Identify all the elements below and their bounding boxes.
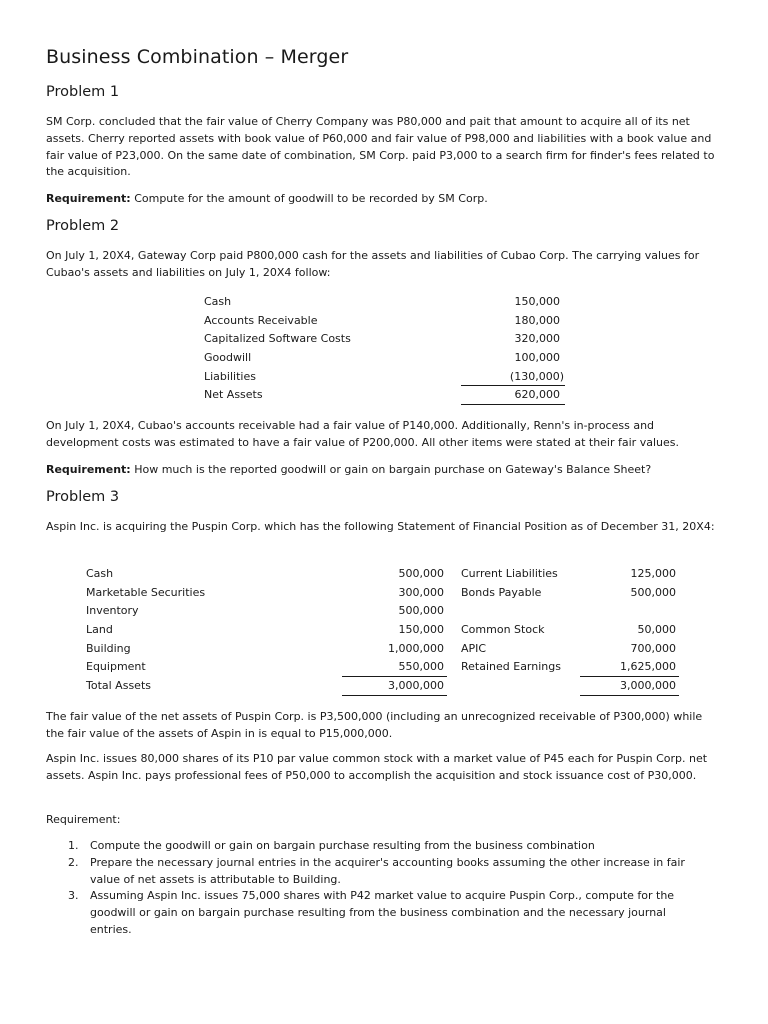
requirement-text: How much is the reported goodwill or gain on bargain purchase on Gateway's Balance Sheet? xyxy=(130,463,652,476)
total-rule xyxy=(461,404,565,405)
problem-1-text: SM Corp. concluded that the fair value of Cherry Company was P80,000 and pait that amount to acquire all of its net assets. Cherry reported assets with book value of P60,000 and fair value of P98,000 and liabilities with a book value and fair value of P23,000. On the same date of combination, SM Corp. paid P3,000 to a search firm for finder's fees related to the acquisition. xyxy=(46,115,715,179)
table-row xyxy=(204,349,564,367)
asset-value: 500,000 xyxy=(398,604,444,617)
liability-equity-row xyxy=(461,584,676,602)
asset-label: Cash xyxy=(86,567,114,580)
asset-value: 500,000 xyxy=(398,567,444,580)
list-item xyxy=(46,888,706,938)
asset-row xyxy=(86,640,444,658)
liability-equity-label: Bonds Payable xyxy=(461,586,542,599)
asset-value: 3,000,000 xyxy=(388,679,444,692)
row-label: Net Assets xyxy=(204,388,263,401)
table-row xyxy=(204,312,564,330)
row-value: 100,000 xyxy=(514,351,560,364)
requirements-list xyxy=(46,838,706,939)
row-value: 150,000 xyxy=(514,295,560,308)
list-number: 1. xyxy=(68,839,79,852)
problem-3-paragraph-1: The fair value of the net assets of Puspin Corp. is P3,500,000 (including an unrecognized receivable of P300,000) while the fair value of the assets of Aspin in is equal to P15,000,000. xyxy=(46,710,703,740)
row-label: Capitalized Software Costs xyxy=(204,332,351,345)
problem-1-requirement xyxy=(46,191,722,208)
requirement-label: Requirement: xyxy=(46,192,131,205)
row-label: Liabilities xyxy=(204,370,256,383)
liab-equity-total-rule xyxy=(580,695,679,696)
liability-equity-label: Retained Earnings xyxy=(461,660,561,673)
asset-row xyxy=(86,677,444,695)
row-value: 620,000 xyxy=(514,388,560,401)
assets-total-rule xyxy=(342,695,447,696)
asset-value: 300,000 xyxy=(398,586,444,599)
asset-label: Marketable Securities xyxy=(86,586,206,599)
asset-row xyxy=(86,602,444,620)
problem-3-paragraph-2: Aspin Inc. issues 80,000 shares of its P10 par value common stock with a market value of P45 each for Puspin Corp. net assets. Aspin Inc. pays professional fees of P50,000 to accomplish the acquisition and stock issuance cost of P30,000. xyxy=(46,752,708,782)
problem-2-after-text: On July 1, 20X4, Cubao's accounts receivable had a fair value of P140,000. Additionally, Renn's in-process and development costs was estimated to have a fair value of P200,000. All other items were stated at their fair values. xyxy=(46,419,679,449)
list-number: 3. xyxy=(68,889,79,903)
requirement-label: Requirement: xyxy=(46,463,131,476)
liability-equity-row xyxy=(461,565,676,583)
page-title: Business Combination – Merger xyxy=(46,46,349,68)
table-row xyxy=(204,330,564,348)
asset-row xyxy=(86,565,444,583)
problem-2-heading: Problem 2 xyxy=(46,218,120,234)
table-row xyxy=(204,386,564,404)
asset-row xyxy=(86,584,444,602)
row-label: Cash xyxy=(204,295,232,308)
asset-label: Building xyxy=(86,642,131,655)
row-value: (130,000) xyxy=(509,370,564,383)
asset-value: 150,000 xyxy=(398,623,444,636)
liability-equity-value: 3,000,000 xyxy=(620,679,676,692)
liability-equity-value: 700,000 xyxy=(630,642,676,655)
problem-2-intro: On July 1, 20X4, Gateway Corp paid P800,000 cash for the assets and liabilities of Cubao Corp. The carrying values for Cubao's assets and liabilities on July 1, 20X4 follow: xyxy=(46,249,700,279)
asset-row xyxy=(86,621,444,639)
asset-row xyxy=(86,658,444,676)
problem-3-heading: Problem 3 xyxy=(46,489,120,505)
liability-equity-value: 1,625,000 xyxy=(620,660,676,673)
row-value: 320,000 xyxy=(514,332,560,345)
liability-equity-value: 500,000 xyxy=(630,586,676,599)
liability-equity-row xyxy=(461,621,676,639)
asset-label: Land xyxy=(86,623,113,636)
liability-equity-label: Current Liabilities xyxy=(461,567,558,580)
liability-equity-value: 125,000 xyxy=(630,567,676,580)
liability-equity-label: APIC xyxy=(461,642,487,655)
problem-3-requirement-label: Requirement: xyxy=(46,813,121,826)
liability-equity-row xyxy=(461,640,676,658)
asset-value: 550,000 xyxy=(398,660,444,673)
problem-3-intro: Aspin Inc. is acquiring the Puspin Corp. which has the following Statement of Financial Position as of December 31, 20X4: xyxy=(46,520,715,533)
problem-2-requirement xyxy=(46,462,722,479)
asset-value: 1,000,000 xyxy=(388,642,444,655)
row-value: 180,000 xyxy=(514,314,560,327)
row-label: Accounts Receivable xyxy=(204,314,318,327)
row-label: Goodwill xyxy=(204,351,252,364)
asset-label: Total Assets xyxy=(86,679,151,692)
liability-equity-row xyxy=(461,677,676,695)
list-item xyxy=(46,838,706,855)
asset-label: Inventory xyxy=(86,604,139,617)
liability-equity-value: 50,000 xyxy=(637,623,676,636)
asset-label: Equipment xyxy=(86,660,146,673)
list-text: Assuming Aspin Inc. issues 75,000 shares with P42 market value to acquire Puspin Corp., compute for the goodwill or gain on bargain purchase resulting from the business combination and the necessary journal entries. xyxy=(90,889,675,936)
problem-1-heading: Problem 1 xyxy=(46,84,120,100)
requirement-text: Compute for the amount of goodwill to be recorded by SM Corp. xyxy=(130,192,488,205)
table-row xyxy=(204,368,564,386)
list-number: 2. xyxy=(68,855,79,869)
list-text: Prepare the necessary journal entries in the acquirer's accounting books assuming the other increase in fair value of net assets is attributable to Building. xyxy=(90,855,685,886)
list-text: Compute the goodwill or gain on bargain purchase resulting from the business combination xyxy=(90,839,595,852)
liability-equity-label: Common Stock xyxy=(461,623,545,636)
list-item xyxy=(46,855,706,889)
liability-equity-row xyxy=(461,658,676,676)
table-row xyxy=(204,293,564,311)
